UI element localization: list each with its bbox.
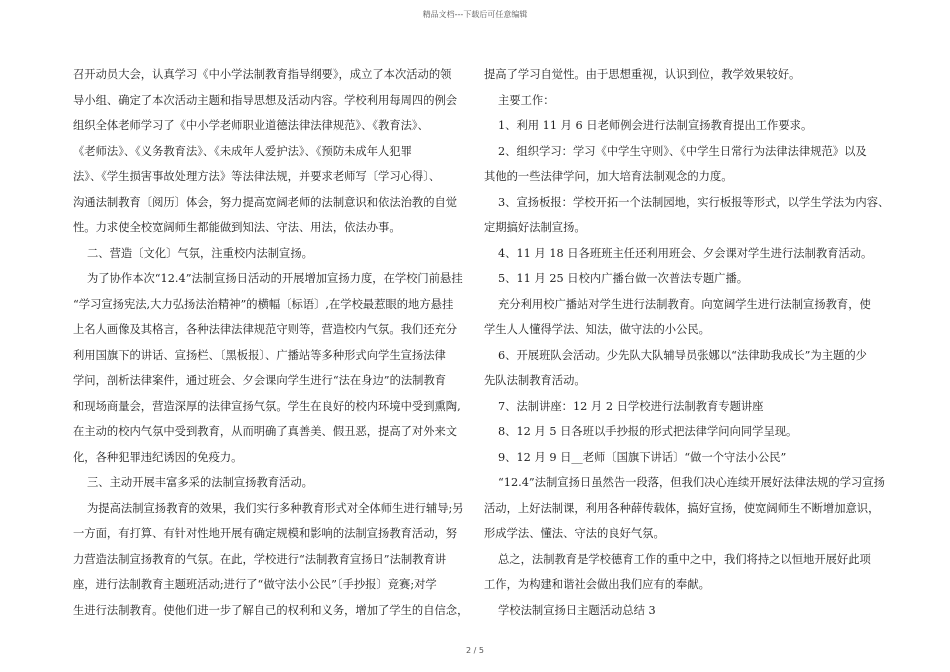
text-line: 法》、《学生损害事故处理方法》等法律法规，并要求老师写〔学习心得〕、	[73, 170, 441, 183]
text-line: 活动，上好法制课，利用各种薛传载体，搞好宣扬，使宽阔师生不断增加意识，	[484, 501, 880, 515]
text-line: 提高了学习自觉性。由于思想重视，认识到位，教学效果较好。	[484, 68, 801, 81]
text-line: 导小组、确定了本次活动主题和指导思想及活动内容。学校利用每周四的例会	[73, 93, 458, 107]
text-line: 主要工作：	[498, 93, 555, 107]
text-line: 先队法制教育活动。	[484, 374, 586, 387]
text-line: 召开动员大会，认真学习《中小学法制教育指导纲要》，成立了本次活动的领	[73, 68, 452, 81]
page-number: 2 / 5	[466, 646, 484, 655]
text-line: 2、组织学习：学习《中学生守则》、《中学生日常行为法律法律规范》以及	[498, 144, 867, 158]
text-line: 学生人人懂得学法、知法，做守法的小公民。	[484, 323, 710, 336]
right-column	[484, 62, 894, 623]
left-column	[73, 62, 473, 623]
text-line: 5、11 月 25 日校内广播台做一次普法专题广播。	[498, 272, 749, 285]
text-line: 三、主动开展丰富多采的法制宣扬教育活动。	[87, 476, 313, 489]
text-line: 和现场商量会，营造深厚的法律宣扬气氛。学生在良好的校内环境中受到熏陶,	[73, 399, 461, 413]
text-line: 工作，为构建和谐社会做出我们应有的奉献。	[484, 578, 710, 591]
text-line: 《老师法》、《义务教育法》、《未成年人爱护法》、《预防未成年人犯罪	[73, 144, 412, 158]
text-line: 性。力求使全校宽阔师生都能做到知法、守法、用法，依法办事。	[73, 221, 401, 234]
text-line: 沟通法制教育〔阅历〕体会，努力提高宽阔老师的法制意识和依法治教的自觉	[73, 195, 458, 209]
text-line: 在主动的校内气氛中受到教育，从而明确了真善美、假丑恶，提高了对外来文	[73, 425, 458, 438]
text-line: 一方面，有打算、有针对性地开展有确定规模和影响的法制宣扬教育活动，努	[73, 527, 458, 540]
text-line: 利用国旗下的讲话、宣扬栏、〔黑板报〕、广播站等多种形式向学生宣扬法律	[73, 348, 446, 362]
text-line: 力营造法制宣扬教育的气氛。在此，学校进行“法制教育宣扬日”法制教育讲	[73, 552, 447, 566]
text-line: 3、宣扬板报：学校开拓一个法制园地，实行板报等形式，以学生学法为内容、	[498, 195, 890, 209]
text-line: 4、11 月 18 日各班班主任还利用班会、夕会课对学生进行法制教育活动。	[498, 246, 873, 260]
text-line: 二、营造〔文化〕气氛，注重校内法制宣扬。	[87, 246, 313, 260]
text-line: 形成学法、懂法、守法的良好气氛。	[484, 527, 665, 540]
text-line: 学校法制宣扬日主题活动总结 3	[498, 603, 656, 617]
text-line: 为提高法制宣扬教育的效果，我们实行多种教育形式对全体师生进行辅导;另	[87, 501, 464, 515]
text-line: 总之，法制教育是学校德育工作的重中之中，我们将持之以恒地开展好此项	[498, 552, 871, 566]
text-line: 定期搞好法制宣扬。	[484, 221, 586, 234]
text-line: 化，各种犯罪违纪诱因的免疫力。	[73, 450, 243, 464]
text-line: 学问，剖析法律案件，通过班会、夕会课向学生进行“法在身边”的法制教育	[73, 374, 447, 387]
text-line: 其他的一些法律学问，加大培育法制观念的力度。	[484, 170, 733, 183]
text-line: 座，进行法制教育主题班活动;进行了“做守法小公民”〔手抄报〕竞赛;对学	[73, 578, 437, 591]
text-line: 上名人画像及其格言，各种法律法律规范守则等，营造校内气氛。我们还充分	[73, 323, 458, 336]
text-line: “12.4”法制宣扬日虽然告一段落，但我们决心连续开展好法律法规的学习宣扬	[498, 476, 885, 489]
text-line: 8、12 月 5 日各班以手抄报的形式把法律学问向同学呈现。	[498, 425, 798, 438]
text-line: 充分利用校广播站对学生进行法制教育。向宽阔学生进行法制宣扬教育，使	[498, 297, 871, 311]
text-line: “学习宣扬宪法,大力弘扬法治精神”的横幅〔标语〕,在学校最惹眼的地方悬挂	[73, 297, 454, 311]
text-line: 组织全体老师学习了《中小学老师职业道德法律法律规范》、《教育法》、	[73, 119, 429, 132]
text-line: 6、开展班队会活动。少先队大队辅导员张娜以“法律助我成长”为主题的少	[498, 348, 867, 362]
text-line: 7、法制讲座：12 月 2 日学校进行法制教育专题讲座	[498, 399, 764, 413]
text-line: 1、利用 11 月 6 日老师例会进行法制宣扬教育提出工作要求。	[498, 119, 813, 132]
page-header: 精品文档---下载后可任意编辑	[422, 10, 528, 19]
text-line: 生进行法制教育。使他们进一步了解自己的权利和义务，增加了学生的自信念，	[73, 603, 469, 617]
text-line: 9、12 月 9 日__老师〔国旗下讲话〕“做一个守法小公民”	[498, 450, 787, 464]
text-line: 为了协作本次“12.4”法制宣扬日活动的开展增加宣扬力度，在学校门前悬挂	[87, 272, 463, 285]
